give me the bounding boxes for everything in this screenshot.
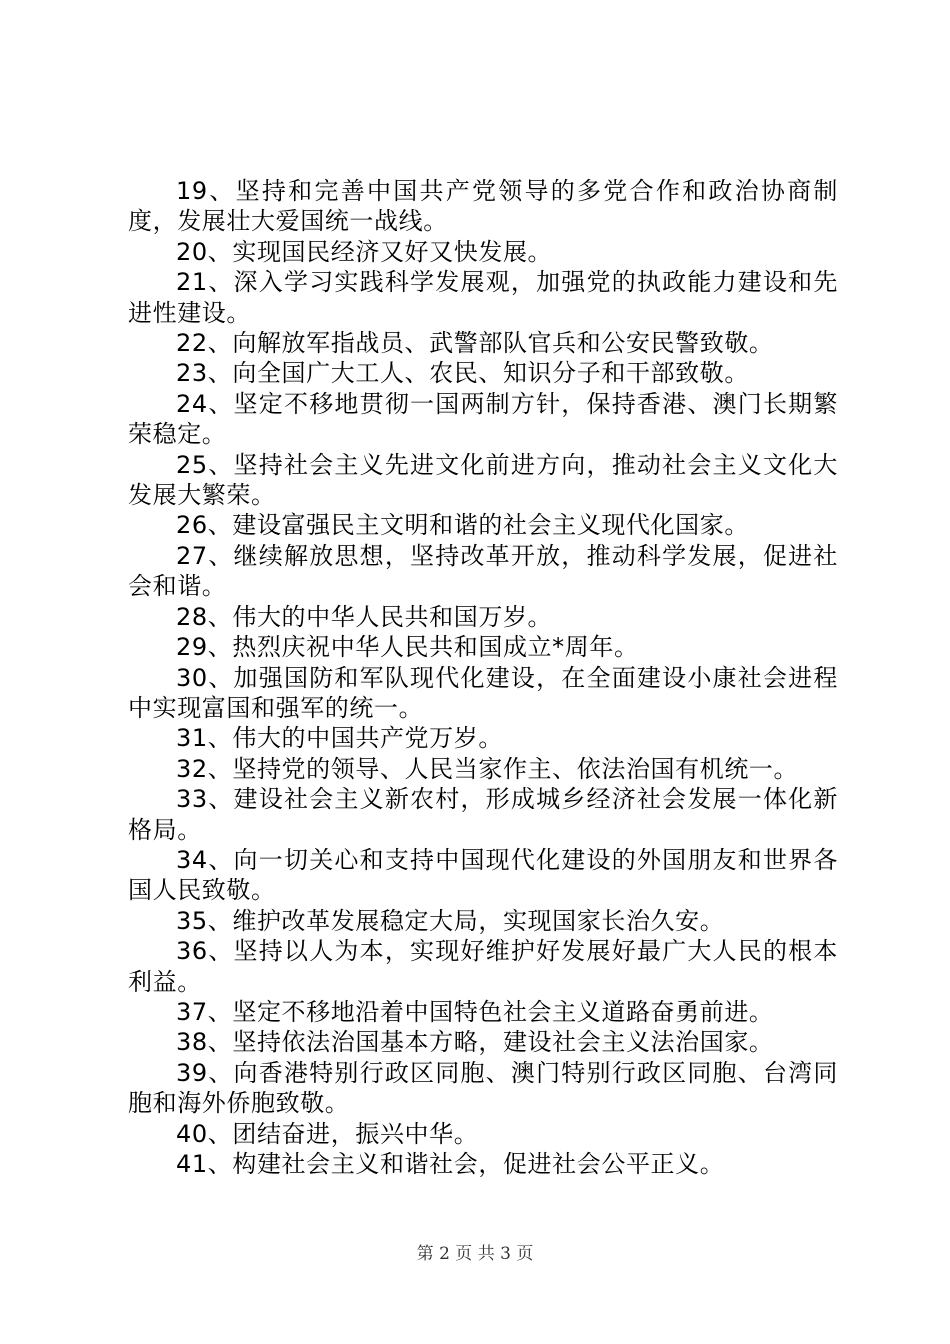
list-item: 26、建设富强民主文明和谐的社会主义现代化国家。 [176, 511, 749, 540]
list-item: 27、继续解放思想，坚持改革开放，推动科学发展，促进社会和谐。 [128, 541, 838, 601]
list-item: 37、坚定不移地沿着中国特色社会主义道路奋勇前进。 [176, 997, 774, 1026]
list-item: 35、维护改革发展稳定大局，实现国家长治久安。 [176, 906, 725, 935]
list-item: 24、坚定不移地贯彻一国两制方针，保持香港、澳门长期繁荣稳定。 [128, 389, 838, 449]
list-item: 33、建设社会主义新农村，形成城乡经济社会发展一体化新格局。 [128, 785, 838, 844]
list-item: 38、坚持依法治国基本方略，建设社会主义法治国家。 [176, 1028, 774, 1057]
list-item: 23、向全国广大工人、农民、知识分子和干部致敬。 [176, 359, 749, 388]
list-item: 28、伟大的中华人民共和国万岁。 [176, 602, 553, 631]
list-item: 36、坚持以人为本，实现好维护好发展好最广大人民的根本利益。 [128, 937, 838, 996]
list-item: 32、坚持党的领导、人民当家作主、依法治国有机统一。 [176, 754, 799, 783]
list-item: 31、伟大的中国共产党万岁。 [176, 724, 503, 753]
list-item: 39、向香港特别行政区同胞、澳门特别行政区同胞、台湾同胞和海外侨胞致敬。 [128, 1058, 838, 1118]
list-item: 41、构建社会主义和谐社会，促进社会公平正义。 [176, 1150, 725, 1178]
list-item: 30、加强国防和军队现代化建设，在全面建设小康社会进程中实现富国和强军的统一。 [128, 663, 838, 722]
list-item: 40、团结奋进，振兴中华。 [176, 1119, 479, 1148]
slogan-list [128, 176, 838, 1179]
list-item: 25、坚持社会主义先进文化前进方向，推动社会主义文化大发展大繁荣。 [128, 450, 838, 510]
list-item: 29、热烈庆祝中华人民共和国成立*周年。 [176, 633, 639, 662]
list-item: 19、坚持和完善中国共产党领导的多党合作和政治协商制度，发展壮大爱国统一战线。 [128, 177, 838, 236]
list-item: 20、实现国民经济又好又快发展。 [176, 237, 553, 266]
page-number-footer: 第 2 页 共 3 页 [416, 1244, 534, 1264]
list-item: 22、向解放军指战员、武警部队官兵和公安民警致敬。 [176, 329, 774, 358]
list-item: 34、向一切关心和支持中国现代化建设的外国朋友和世界各国人民致敬。 [128, 845, 838, 905]
list-item: 21、深入学习实践科学发展观，加强党的执政能力建设和先进性建设。 [128, 268, 838, 327]
